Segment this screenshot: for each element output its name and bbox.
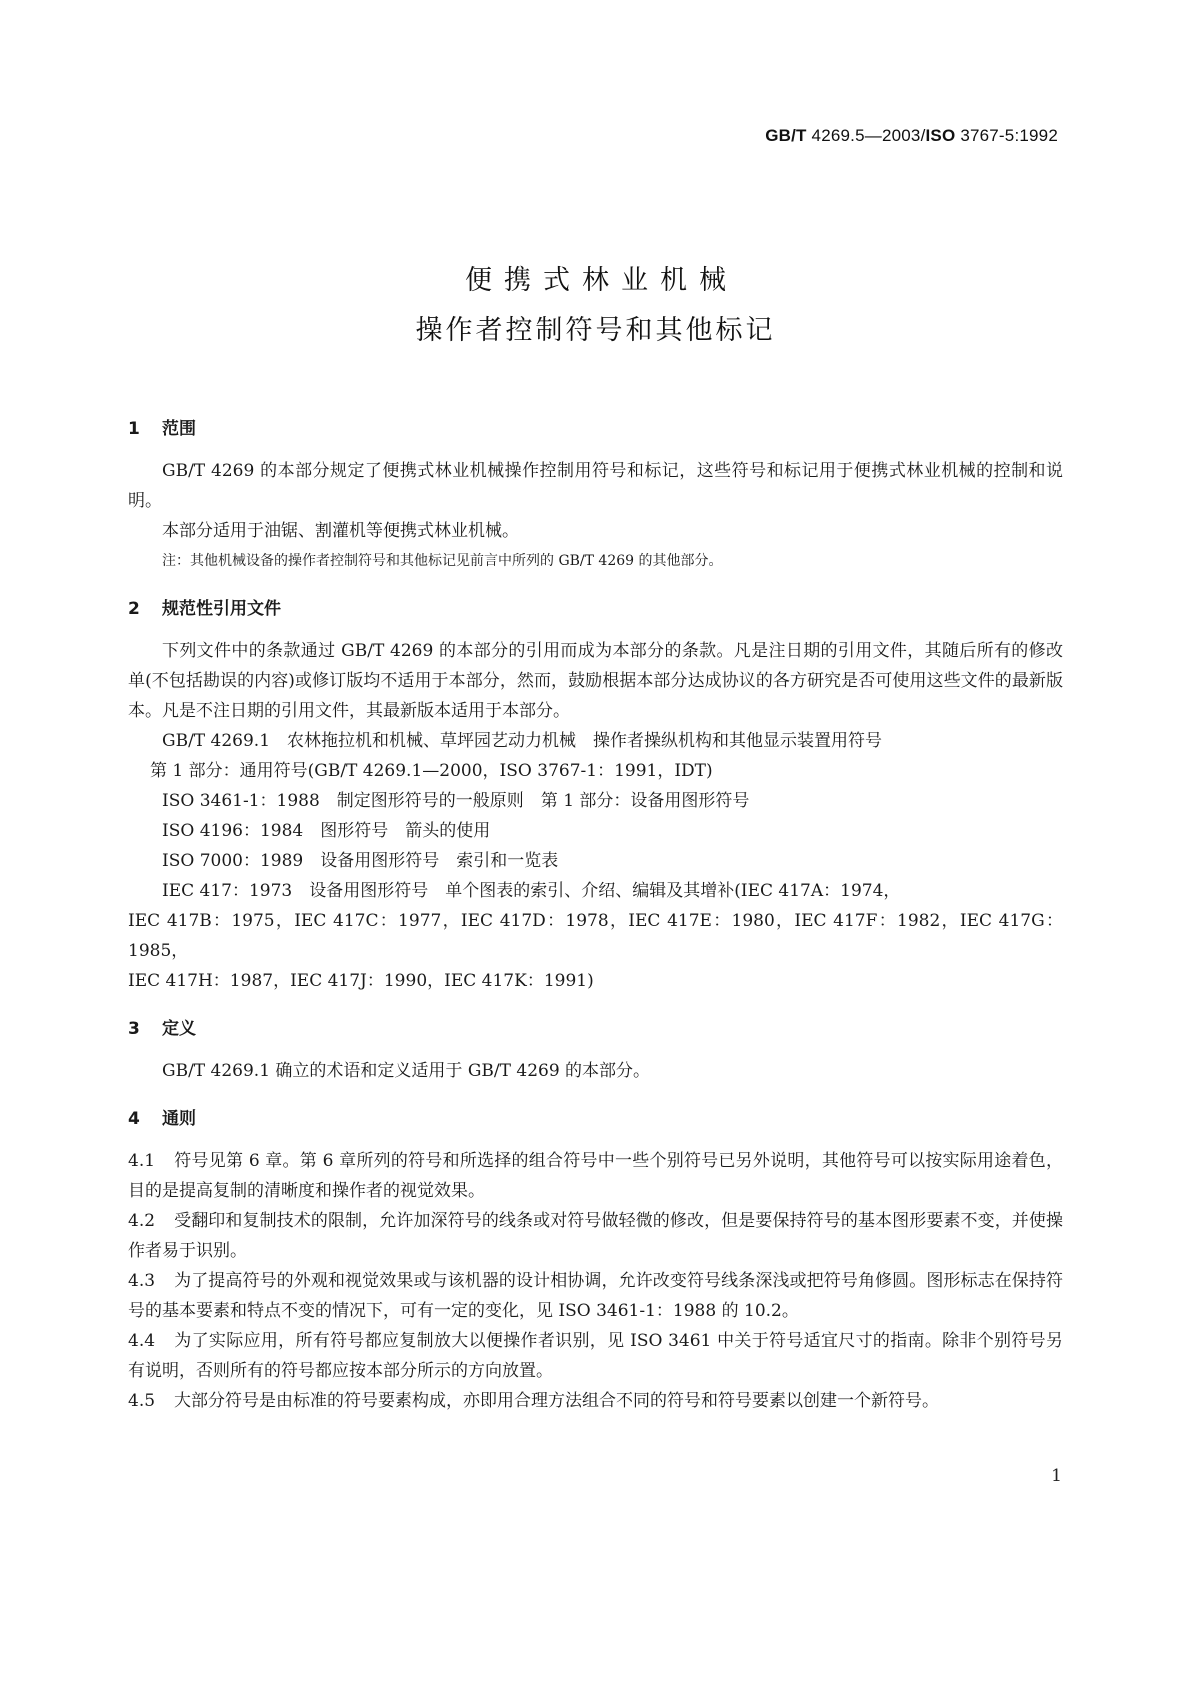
reference-item: ISO 4196：1984 图形符号 箭头的使用 bbox=[162, 821, 491, 841]
clause-item bbox=[128, 1146, 1063, 1206]
section-title: 通则 bbox=[162, 1109, 196, 1129]
title-line-2: 操作者控制符号和其他标记 bbox=[415, 315, 776, 346]
clause-number: 4.4 bbox=[128, 1331, 156, 1351]
section-number: 1 bbox=[128, 419, 140, 439]
clause-item bbox=[128, 1266, 1063, 1326]
section-number: 4 bbox=[128, 1109, 140, 1129]
clause-item bbox=[128, 1326, 1063, 1386]
iso-code: 3767-5:1992 bbox=[955, 126, 1058, 145]
clause-item bbox=[128, 1206, 1063, 1266]
reference-item: GB/T 4269.1 农林拖拉机和机械、草坪园艺动力机械 操作者操纵机构和其他显示装置用符号 bbox=[162, 731, 883, 751]
reference-item: ISO 7000：1989 设备用图形符号 索引和一览表 bbox=[162, 851, 559, 871]
paragraph: GB/T 4269.1 确立的术语和定义适用于 GB/T 4269 的本部分。 bbox=[162, 1061, 651, 1081]
clause-number: 4.3 bbox=[128, 1271, 156, 1291]
clause-number: 4.1 bbox=[128, 1151, 156, 1171]
std-prefix: GB/T bbox=[765, 126, 807, 145]
document-body bbox=[128, 414, 1063, 1416]
reference-item: IEC 417：1973 设备用图形符号 单个图表的索引、介绍、编辑及其增补(IEC 417A：1974， bbox=[162, 881, 901, 901]
page-number: 1 bbox=[1051, 1466, 1062, 1486]
clause-text: 受翻印和复制技术的限制，允许加深符号的线条或对符号做轻微的修改，但是要保持符号的基本图形要素不变，并使操作者易于识别。 bbox=[128, 1211, 1063, 1261]
clause-number: 4.2 bbox=[128, 1211, 156, 1231]
reference-item-continued: 第 1 部分：通用符号(GB/T 4269.1—2000，ISO 3767-1：1991，IDT) bbox=[150, 761, 713, 781]
clause-text: 为了实际应用，所有符号都应复制放大以便操作者识别，见 ISO 3461 中关于符号适宜尺寸的指南。除非个别符号另有说明，否则所有的符号都应按本部分所示的方向放置。 bbox=[128, 1331, 1063, 1381]
section-title: 定义 bbox=[162, 1019, 196, 1039]
section-title: 规范性引用文件 bbox=[162, 599, 281, 619]
section-2-heading bbox=[128, 594, 1063, 624]
section-3-heading bbox=[128, 1014, 1063, 1044]
section-1-heading bbox=[128, 414, 1063, 444]
clause-number: 4.5 bbox=[128, 1391, 156, 1411]
clause-item bbox=[128, 1386, 1063, 1416]
paragraph: GB/T 4269 的本部分规定了便携式林业机械操作控制用符号和标记，这些符号和标记用于便携式林业机械的控制和说明。 bbox=[128, 461, 1063, 511]
reference-item-continued: IEC 417B：1975，IEC 417C：1977，IEC 417D：1978，IEC 417E：1980，IEC 417F：1982，IEC 417G：1985， bbox=[128, 911, 1063, 961]
reference-item: ISO 3461-1：1988 制定图形符号的一般原则 第 1 部分：设备用图形符号 bbox=[162, 791, 750, 811]
iso-prefix: ISO bbox=[925, 126, 956, 145]
note: 注：其他机械设备的操作者控制符号和其他标记见前言中所列的 GB/T 4269 的其他部分。 bbox=[162, 553, 723, 569]
clause-text: 符号见第 6 章。第 6 章所列的符号和所选择的组合符号中一些个别符号已另外说明，其他符号可以按实际用途着色，目的是提高复制的清晰度和操作者的视觉效果。 bbox=[128, 1151, 1063, 1201]
section-4-heading bbox=[128, 1104, 1063, 1134]
section-number: 3 bbox=[128, 1019, 140, 1039]
clause-text: 大部分符号是由标准的符号要素构成，亦即用合理方法组合不同的符号和符号要素以创建一个新符号。 bbox=[174, 1391, 939, 1411]
clause-text: 为了提高符号的外观和视觉效果或与该机器的设计相协调，允许改变符号线条深浅或把符号角修圆。图形标志在保持符号的基本要素和特点不变的情况下，可有一定的变化，见 ISO 3461-1：1988 的 10.2。 bbox=[128, 1271, 1063, 1321]
title-line-1: 便携式林业机械 bbox=[465, 265, 738, 296]
reference-item-continued: IEC 417H：1987，IEC 417J：1990，IEC 417K：1991) bbox=[128, 971, 594, 991]
section-number: 2 bbox=[128, 599, 140, 619]
standard-number-header bbox=[765, 126, 1058, 146]
document-title bbox=[0, 256, 1191, 356]
std-code: 4269.5—2003/ bbox=[806, 126, 926, 145]
section-title: 范围 bbox=[162, 419, 196, 439]
paragraph: 本部分适用于油锯、割灌机等便携式林业机械。 bbox=[162, 521, 519, 541]
paragraph: 下列文件中的条款通过 GB/T 4269 的本部分的引用而成为本部分的条款。凡是注日期的引用文件，其随后所有的修改单(不包括勘误的内容)或修订版均不适用于本部分，然而，鼓励根据本部分达成协议的各方研究是否可使用这些文件的最新版本。凡是不注日期的引用文件，其最新版本适用于本部分。 bbox=[128, 641, 1063, 721]
